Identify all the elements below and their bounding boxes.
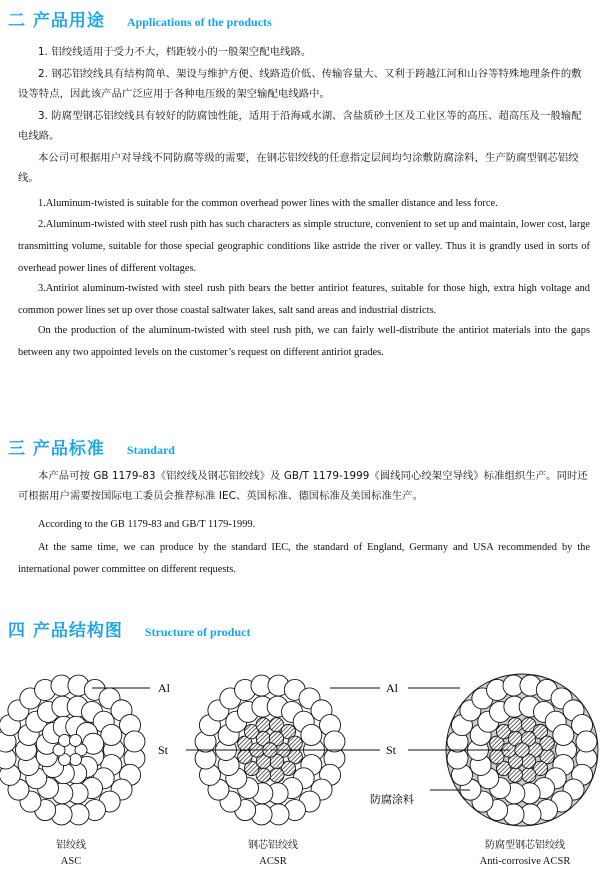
caption-acsr-zh: 钢芯铝绞线 — [248, 840, 298, 851]
aluminum-strand — [59, 734, 71, 746]
al-label-2: Al — [386, 681, 398, 695]
steel-strand — [270, 768, 284, 782]
steel-strand — [522, 768, 536, 782]
standard-heading — [8, 434, 175, 459]
coating-label: 防腐涂料 — [370, 793, 414, 806]
caption-anti-zh: 防腐型钢芯铝绞线 — [485, 840, 565, 851]
aluminum-strand — [70, 734, 82, 746]
steel-strand — [515, 743, 529, 757]
structure-heading-zh: 四 产品结构图 — [8, 621, 123, 641]
applications-heading-en: Applications of the products — [126, 15, 272, 29]
standard-heading-en: Standard — [126, 443, 175, 457]
standard-zh-p1: 本产品可按 GB 1179-83《铝绞线及钢芯铝绞线》及 GB/T 1179-1999《圆线同心绞架空导线》标准组织生产。同时还可根据用户需要按国际电工委员会推荐标准 IEC、英国标准、德国标准及美国标准生产。 — [18, 470, 588, 502]
applications-heading-zh: 二 产品用途 — [8, 11, 105, 31]
caption-anti-corrosive — [455, 838, 595, 870]
st-label-1: St — [158, 743, 169, 757]
caption-asc — [1, 838, 141, 870]
applications-zh-p2: 2. 钢芯铝绞线具有结构简单、架设与维护方便、线路造价低、传输容量大、又利于跨越江河和山谷等特殊地理条件的敷设等特点，因此该产品广泛应用于各种电压级的架空输配电线路中。 — [18, 68, 582, 100]
cable-asc — [0, 675, 145, 825]
applications-zh-p1: 1. 铝绞线适用于受力不大，档距较小的一般架空配电线路。 — [38, 46, 312, 58]
caption-anti-en: Anti-corrosive ACSR — [479, 856, 571, 867]
st-label-2: St — [386, 743, 397, 757]
aluminum-strand — [553, 724, 574, 745]
applications-en-p2: 2.Aluminum-twisted with steel rush pith has such characters as simple structure, convenient to set up and maintain, lower cost, large transmitting volume, suitable for those special geographic conditions like astride the river or valley. Thus it is grandly used in sorts of overhead power lines of different voltages. — [18, 219, 590, 274]
al-label-1: Al — [158, 681, 170, 695]
applications-heading — [8, 6, 272, 31]
aluminum-strand — [124, 731, 145, 752]
steel-strand — [508, 718, 522, 732]
aluminum-strand — [70, 754, 82, 766]
aluminum-strand — [576, 731, 597, 752]
caption-acsr-en: ACSR — [259, 856, 287, 867]
applications-en-p3: 3.Antiriot aluminum-twisted with steel rush pith bears the better antiriot features, suitable for those high, extra high voltage and common power lines set up over those coastal saltwater lakes, salt sand areas and industrial districts. — [18, 283, 590, 316]
aluminum-strand — [301, 724, 322, 745]
aluminum-strand — [324, 731, 345, 752]
standard-en-p2: At the same time, we can produce by the standard IEC, the standard of England, Germany and USA recommended by the international power committee on different requests. — [18, 542, 590, 575]
structure-heading — [8, 616, 251, 641]
applications-en-p1: 1.Aluminum-twisted is suitable for the common overhead power lines with the smaller distance and less force. — [38, 198, 498, 209]
caption-acsr — [203, 838, 343, 870]
standard-heading-zh: 三 产品标准 — [8, 439, 105, 459]
standard-en-p1: According to the GB 1179-83 and GB/T 1179-1999. — [38, 519, 256, 530]
caption-asc-zh: 铝绞线 — [56, 840, 86, 851]
applications-zh-p4: 本公司可根据用户对导线不同防腐等级的需要，在钢芯铝绞线的任意指定层间均匀涂敷防腐涂料，生产防腐型钢芯铝绞线。 — [18, 152, 579, 184]
steel-strand — [256, 718, 270, 732]
structure-heading-en: Structure of product — [144, 625, 251, 639]
applications-en-p4: On the production of the aluminum-twisted with steel rush pith, we can fairly well-distribute the antiriot materials into the gaps between any two appointed levels on the customer’s request on different antiriot grades. — [18, 325, 590, 358]
caption-asc-en: ASC — [60, 856, 82, 867]
applications-zh-p3: 3. 防腐型钢芯铝绞线具有较好的防腐蚀性能，适用于沿海咸水湖、含盐质砂土区及工业区等的高压、超高压及一般输配电线路。 — [18, 110, 582, 142]
structure-diagram — [0, 640, 600, 832]
